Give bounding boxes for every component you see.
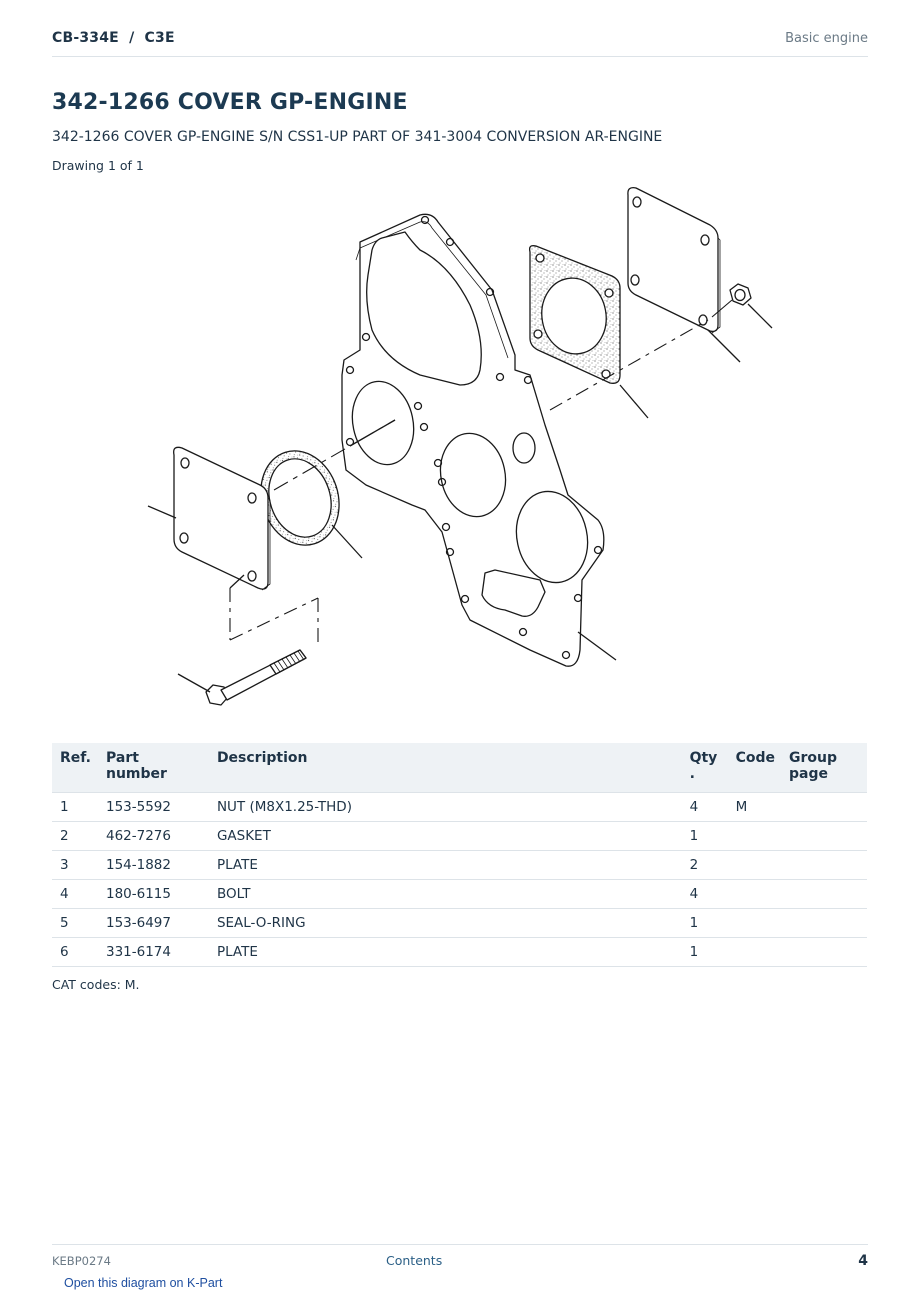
- cat-codes-note: CAT codes: M.: [52, 977, 140, 992]
- cell-part-number: 180-6115: [98, 880, 209, 909]
- open-in-kpart-link[interactable]: Open this diagram on K-Part: [64, 1276, 223, 1290]
- model-breadcrumb: CB-334E / C3E: [52, 30, 175, 46]
- lower-left-plate: [148, 447, 270, 590]
- hex-nut: [730, 284, 772, 328]
- cell-qty: 2: [682, 851, 728, 880]
- cell-description: NUT (M8X1.25-THD): [209, 793, 682, 822]
- cell-group-page: [781, 938, 867, 967]
- table-row: [52, 793, 867, 822]
- cell-group-page: [781, 880, 867, 909]
- cell-description: BOLT: [209, 880, 682, 909]
- parts-table: [52, 743, 867, 967]
- table-row: [52, 880, 867, 909]
- cell-part-number: 154-1882: [98, 851, 209, 880]
- page-footer: [52, 1244, 868, 1275]
- cell-part-number: 462-7276: [98, 822, 209, 851]
- col-header-part-number: Part number: [98, 743, 209, 793]
- cell-description: SEAL-O-RING: [209, 909, 682, 938]
- cell-ref: 1: [52, 793, 98, 822]
- cell-part-number: 153-5592: [98, 793, 209, 822]
- drawing-counter: Drawing 1 of 1: [52, 158, 144, 173]
- page-number: 4: [858, 1253, 868, 1269]
- cell-description: PLATE: [209, 938, 682, 967]
- col-header-group-page: Group page: [781, 743, 867, 793]
- col-header-qty: Qty .: [682, 743, 728, 793]
- cell-group-page: [781, 909, 867, 938]
- cell-code: [728, 851, 781, 880]
- col-header-ref: Ref.: [52, 743, 98, 793]
- table-row: [52, 822, 867, 851]
- table-row: [52, 938, 867, 967]
- cell-ref: 3: [52, 851, 98, 880]
- cell-code: [728, 938, 781, 967]
- cell-code: M: [728, 793, 781, 822]
- cell-ref: 2: [52, 822, 98, 851]
- document-id: KEBP0274: [52, 1254, 111, 1268]
- page-title: 342-1266 COVER GP-ENGINE: [52, 90, 408, 115]
- cell-description: PLATE: [209, 851, 682, 880]
- cell-ref: 6: [52, 938, 98, 967]
- col-header-code: Code: [728, 743, 781, 793]
- cell-qty: 4: [682, 880, 728, 909]
- parts-table-header: [52, 743, 867, 793]
- cell-qty: 1: [682, 909, 728, 938]
- contents-link[interactable]: Contents: [386, 1253, 443, 1268]
- table-row: [52, 909, 867, 938]
- cell-group-page: [781, 851, 867, 880]
- table-row: [52, 851, 867, 880]
- cell-part-number: 331-6174: [98, 938, 209, 967]
- cell-qty: 1: [682, 822, 728, 851]
- cell-ref: 4: [52, 880, 98, 909]
- cell-code: [728, 880, 781, 909]
- section-name: Basic engine: [785, 31, 868, 46]
- upper-right-plate: [628, 188, 740, 362]
- bolt: [178, 650, 306, 705]
- col-header-description: Description: [209, 743, 682, 793]
- page-subtitle: 342-1266 COVER GP-ENGINE S/N CSS1-UP PART OF 341-3004 CONVERSION AR-ENGINE: [52, 129, 663, 145]
- page-header: [52, 28, 868, 57]
- cell-code: [728, 822, 781, 851]
- cell-group-page: [781, 822, 867, 851]
- exploded-parts-diagram: [120, 180, 820, 725]
- cell-group-page: [781, 793, 867, 822]
- cell-description: GASKET: [209, 822, 682, 851]
- cell-part-number: 153-6497: [98, 909, 209, 938]
- cell-code: [728, 909, 781, 938]
- cell-qty: 4: [682, 793, 728, 822]
- cell-ref: 5: [52, 909, 98, 938]
- cell-qty: 1: [682, 938, 728, 967]
